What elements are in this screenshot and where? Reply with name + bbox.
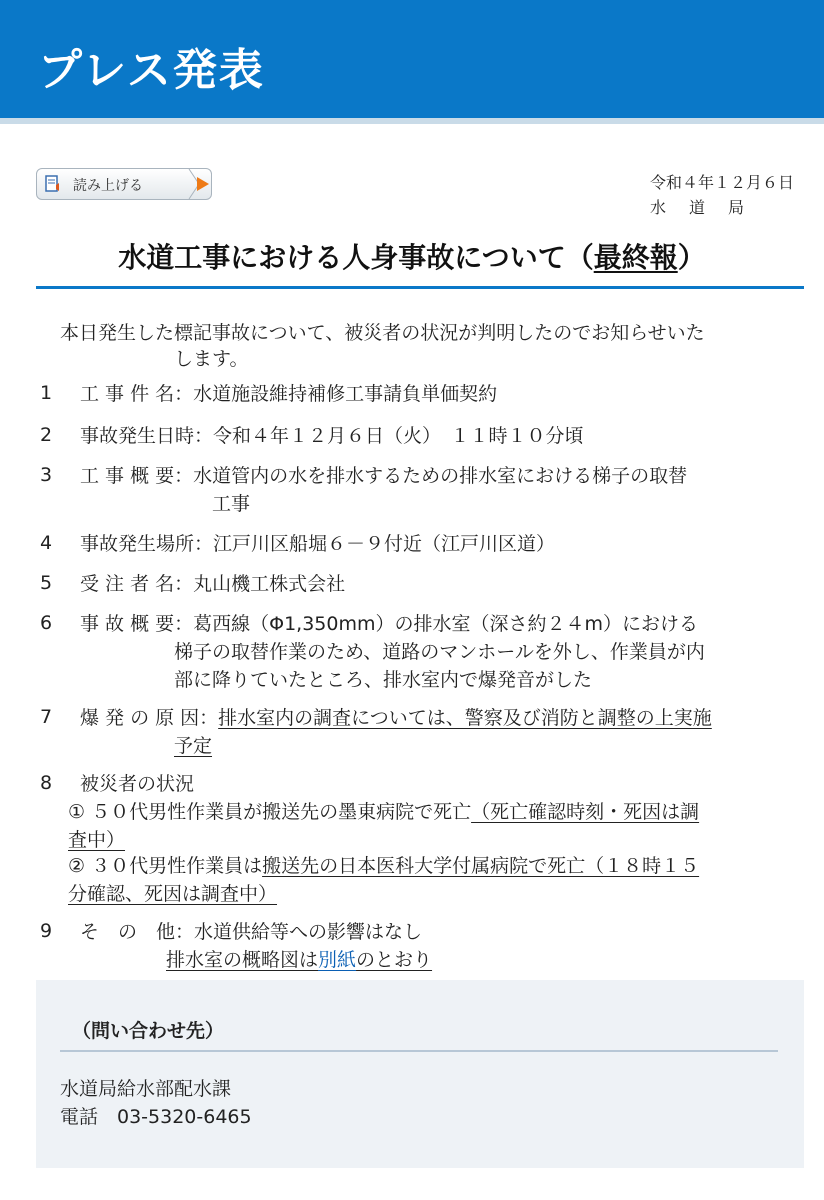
victim-2-note-cont: 分確認、死因は調査中） [68, 883, 278, 905]
victim-1-note: （死亡確認時刻・死因は調 [471, 801, 700, 823]
item-number: 9 [40, 920, 53, 942]
document-title [0, 236, 824, 276]
page-header [0, 0, 824, 124]
item-other [80, 918, 422, 946]
item-label: 工 事 概 要： [80, 465, 194, 487]
attachment-link[interactable]: 別紙 [318, 949, 357, 971]
item-accident-overview [80, 610, 698, 638]
document-title-final-report: 最終報 [593, 241, 678, 274]
item-label: 受 注 者 名： [80, 573, 194, 595]
diagram-reference [166, 946, 432, 974]
item-contractor [80, 570, 345, 598]
item-text: 水道供給等への影響はなし [194, 921, 423, 943]
contact-divider [60, 1050, 778, 1052]
read-aloud-button[interactable] [36, 168, 212, 200]
item-text-cont: 梯子の取替作業のため、道路のマンホールを外し、作業員が内 [174, 641, 705, 663]
item-number: 5 [40, 572, 53, 594]
contact-department: 水道局給水部配水課 [60, 1078, 232, 1100]
item-number: 4 [40, 532, 53, 554]
title-divider [36, 286, 804, 289]
item-number: 3 [40, 464, 53, 486]
item-number: 6 [40, 612, 53, 634]
release-date: 令和４年１２月６日 [649, 173, 794, 192]
item-text: 水道施設維持補修工事請負単価契約 [193, 383, 498, 405]
victim-2-text: ② ３０代男性作業員は [68, 855, 263, 877]
contact-title: （問い合わせ先） [72, 1020, 225, 1042]
release-date-block [650, 170, 794, 220]
item-victim-status: 被災者の状況 [80, 773, 195, 795]
item-text-cont: 工事 [212, 493, 251, 515]
item-label: そ の 他： [80, 921, 195, 943]
item-text: 江戸川区船堀６－９付近（江戸川区道） [213, 533, 556, 555]
victim-2 [68, 852, 699, 880]
item-construction-name [80, 380, 497, 408]
item-label: 爆 発 の 原 因： [80, 707, 219, 729]
issuing-organization: 水道局 [649, 198, 767, 217]
diagram-reference-post: のとおり [356, 949, 433, 971]
item-label: 事故発生日時： [80, 425, 214, 447]
item-label: 工 事 件 名： [80, 383, 194, 405]
contact-box [36, 980, 804, 1168]
item-text: 水道管内の水を排水するための排水室における梯子の取替 [193, 465, 688, 487]
item-number: 1 [40, 382, 53, 404]
item-text: 排水室内の調査については、警察及び消防と調整の上実施 [218, 707, 712, 729]
victim-1 [68, 798, 699, 826]
intro-line-2: します。 [174, 348, 249, 370]
item-construction-overview [80, 462, 687, 490]
header-title: プレス発表 [38, 45, 265, 96]
item-text-cont: 部に降りていたところ、排水室内で爆発音がした [174, 669, 593, 691]
item-explosion-cause [80, 704, 712, 732]
item-text: 令和４年１２月６日（火） １１時１０分頃 [213, 425, 584, 447]
intro-line-1: 本日発生した標記事故について、被災者の状況が判明したのでお知らせいた [60, 322, 705, 344]
speaker-icon [45, 175, 61, 193]
document-title-main: 水道工事における人身事故について（ [118, 241, 594, 274]
victim-1-note-cont: 査中） [68, 829, 126, 851]
item-accident-location [80, 530, 555, 558]
item-accident-datetime [80, 422, 584, 450]
document-title-close: ） [677, 241, 706, 274]
item-label: 事故発生場所： [80, 533, 214, 555]
contact-phone: 電話 03-5320-6465 [60, 1106, 252, 1128]
item-number: 8 [40, 772, 53, 794]
item-label: 事 故 概 要： [80, 613, 194, 635]
diagram-reference-pre: 排水室の概略図は [166, 949, 319, 971]
item-text: 丸山機工株式会社 [193, 573, 346, 595]
item-number: 7 [40, 706, 53, 728]
chevron-divider-icon [187, 169, 213, 199]
read-aloud-label: 読み上げる [73, 178, 143, 194]
victim-1-text: ① ５０代男性作業員が搬送先の墨東病院で死亡 [68, 801, 472, 823]
item-text-cont: 予定 [174, 735, 213, 757]
victim-2-note: 搬送先の日本医科大学付属病院で死亡（１８時１５ [262, 855, 700, 877]
item-text: 葛西線（Φ1,350mm）の排水室（深さ約２４m）における [193, 613, 698, 635]
item-number: 2 [40, 424, 53, 446]
